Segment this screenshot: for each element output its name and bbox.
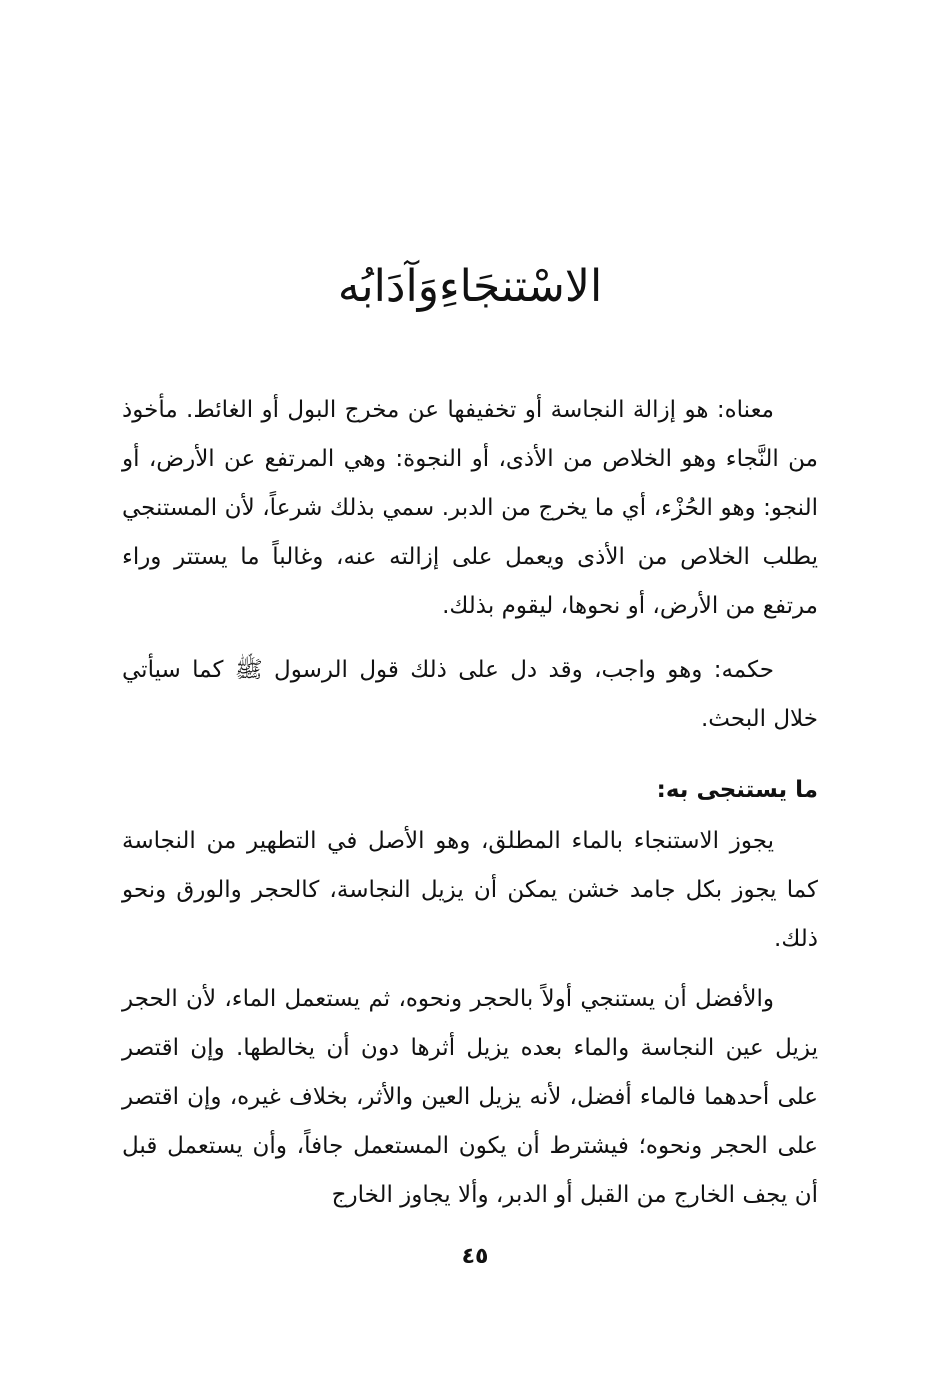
tools-heading-text: ما يستنجى به: — [656, 777, 818, 803]
tools-text: يجوز الاستنجاء بالماء المطلق، وهو الأصل في التطهير من النجاسة كما يجوز بكل جامد خشن يمكن أن يزيل النجاسة، كالحجر والورق ونحو ذلك. — [122, 828, 818, 952]
preference-paragraph — [122, 975, 818, 1220]
tools-paragraph — [122, 817, 818, 964]
chapter-title: الاسْتنجَاءِوَآدَابُه — [337, 261, 603, 312]
meaning-text: معناه: هو إزالة النجاسة أو تخفيفها عن مخرج البول أو الغائط. مأخوذ من النَّجاء وهو الخلاص من الأذى، أو النجوة: وهي المرتفع عن الأرض، أو النجو: وهو الحُزْء، أي ما يخرج من الدبر. سمي بذلك شرعاً، لأن المستنجي يطلب الخلاص من الأذى ويعمل على إزالته عنه، وغالباً ما يستتر وراء مرتفع من الأرض، أو نحوها، ليقوم بذلك. — [122, 397, 818, 619]
ruling-text: حكمه: وهو واجب، وقد دل على ذلك قول الرسول ﷺ كما سيأتي خلال البحث. — [122, 657, 818, 732]
section-heading — [122, 766, 818, 815]
preference-text: والأفضل أن يستنجي أولاً بالحجر ونحوه، ثم يستعمل الماء، لأن الحجر يزيل عين النجاسة والماء بعده يزيل أثرها دون أن يخالطها. وإن اقتصر على أحدهما فالماء أفضل، لأنه يزيل العين والأثر، بخلاف غيره، وإن اقتصر على الحجر ونحوه؛ فيشترط أن يكون المستعمل جافاً، وأن يستعمل قبل أن يجف الخارج من القبل أو الدبر، وألا يجاوز الخارج — [122, 986, 818, 1208]
ruling-paragraph — [122, 646, 818, 744]
meaning-paragraph — [122, 386, 818, 631]
page-number: ٤٥ — [461, 1244, 489, 1269]
